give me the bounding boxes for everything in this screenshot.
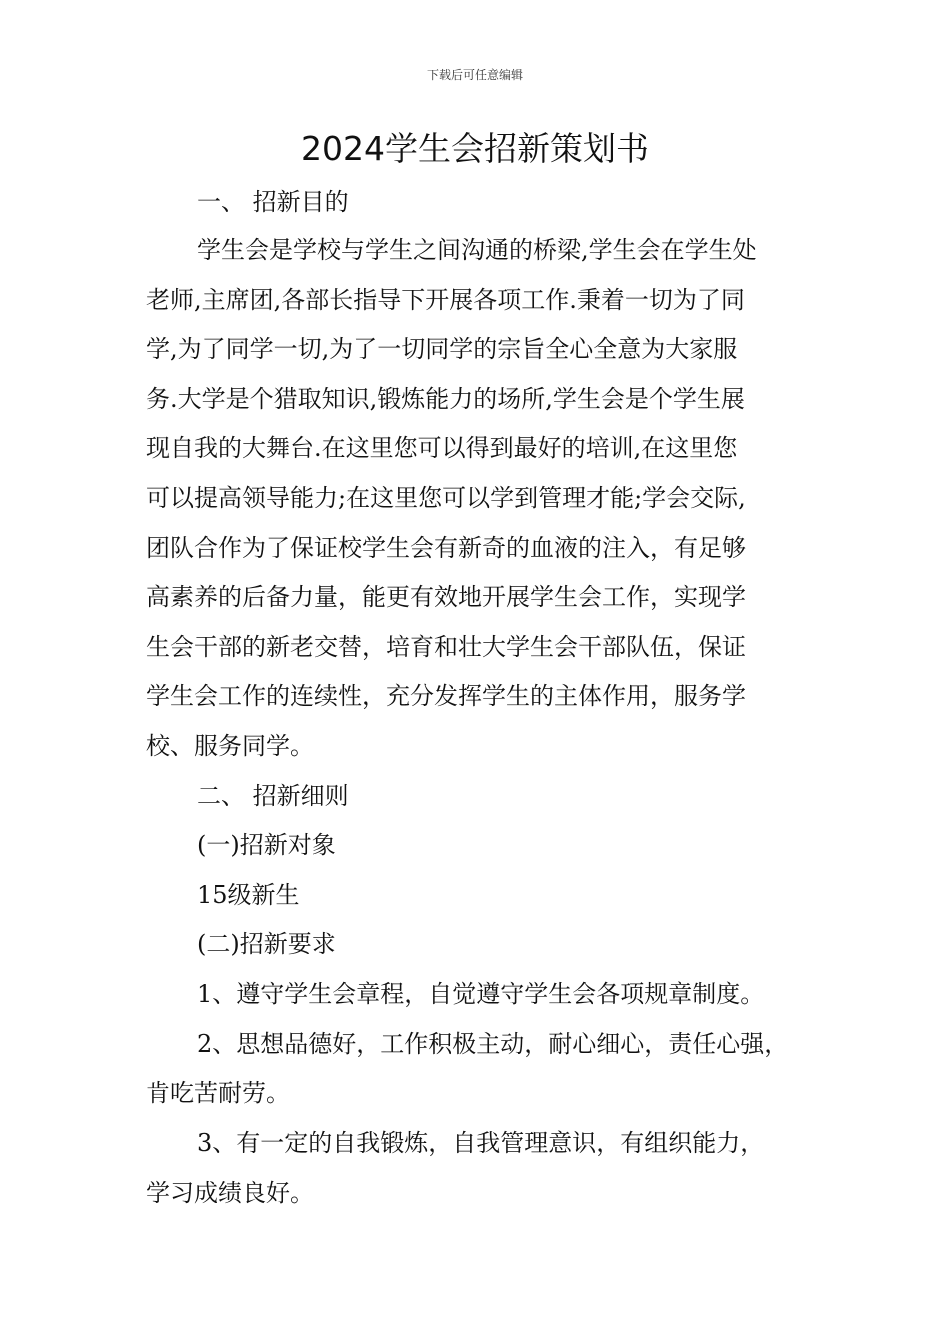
list-item: 2、思想品德好，工作积极主动，耐心细心，责任心强，: [197, 1030, 789, 1058]
subsection-heading: (二)招新要求: [197, 930, 336, 958]
paragraph-line: 现自我的大舞台.在这里您可以得到最好的培训,在这里您: [146, 434, 738, 462]
paragraph-line: 务.大学是个猎取知识,锻炼能力的场所,学生会是个学生展: [146, 385, 745, 413]
paragraph-line: 生会干部的新老交替，培育和壮大学生会干部队伍，保证: [146, 633, 746, 661]
section-heading-2: 二、 招新细则: [197, 782, 349, 810]
paragraph-line: 团队合作为了保证校学生会有新奇的血液的注入，有足够: [146, 534, 746, 562]
paragraph-line: 15级新生: [197, 881, 300, 909]
paragraph-line: 学生会是学校与学生之间沟通的桥梁,学生会在学生处: [197, 236, 757, 264]
list-item: 1、遵守学生会章程，自觉遵守学生会各项规章制度。: [197, 980, 765, 1008]
section-heading-1: 一、 招新目的: [197, 188, 349, 216]
list-item: 3、有一定的自我锻炼，自我管理意识，有组织能力，: [197, 1129, 765, 1157]
paragraph-line: 学,为了同学一切,为了一切同学的宗旨全心全意为大家服: [146, 335, 738, 363]
list-item-continuation: 肯吃苦耐劳。: [146, 1079, 290, 1107]
list-item-continuation: 学习成绩良好。: [146, 1179, 314, 1207]
paragraph-line: 可以提高领导能力;在这里您可以学到管理才能;学会交际,: [146, 484, 746, 512]
page-header-note: 下载后可任意编辑: [426, 68, 523, 82]
paragraph-line: 校、服务同学。: [146, 732, 314, 760]
paragraph-line: 高素养的后备力量，能更有效地开展学生会工作，实现学: [146, 583, 746, 611]
paragraph-line: 学生会工作的连续性，充分发挥学生的主体作用，服务学: [146, 682, 746, 710]
subsection-heading: (一)招新对象: [197, 831, 336, 859]
document-title: 2024学生会招新策划书: [301, 129, 649, 168]
paragraph-line: 老师,主席团,各部长指导下开展各项工作.秉着一切为了同: [146, 286, 745, 314]
